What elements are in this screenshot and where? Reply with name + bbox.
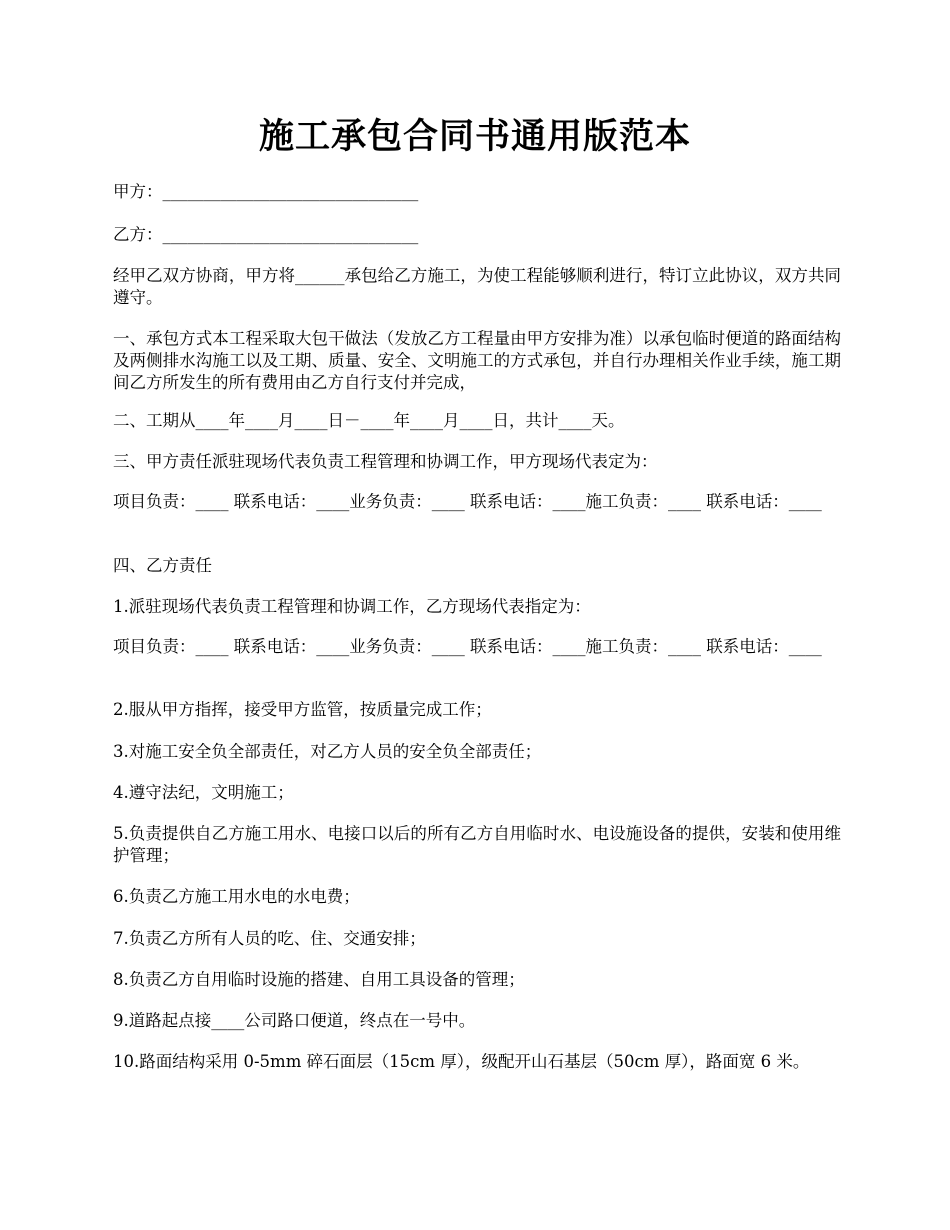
party-a-contacts-paragraph: 项目负责：____ 联系电话：____业务负责：____ 联系电话：____施工负责：____ 联系电话：____ <box>113 492 822 511</box>
item-6-paragraph: 6.负责乙方施工用水电的水电费； <box>113 887 360 906</box>
item-4-paragraph: 4.遵守法纪，文明施工； <box>113 783 294 802</box>
item-7-paragraph: 7.负责乙方所有人员的吃、住、交通安排； <box>113 929 426 948</box>
document-title: 施工承包合同书通用版范本 <box>258 116 691 157</box>
clause-3-paragraph: 三、甲方责任派驻现场代表负责工程管理和协调工作，甲方现场代表定为： <box>113 452 658 471</box>
item-8-paragraph: 8.负责乙方自用临时设施的搭建、自用工具设备的管理； <box>113 970 525 989</box>
clause-1-paragraph: 一、承包方式本工程采取大包干做法（发放乙方工程量由甲方安排为准）以承包临时便道的路面结构及两侧排水沟施工以及工期、质量、安全、文明施工的方式承包，并自行办理相关作业手续，施工期间乙方所发生的所有费用由乙方自行支付并完成， <box>113 329 841 392</box>
item-5-paragraph: 5.负责提供自乙方施工用水、电接口以后的所有乙方自用临时水、电设施设备的提供，安装和使用维护管理； <box>113 824 841 865</box>
intro-paragraph: 经甲乙双方协商，甲方将______承包给乙方施工，为使工程能够顺利进行，特订立此协议，双方共同遵守。 <box>113 266 841 307</box>
item-1-paragraph: 1.派驻现场代表负责工程管理和协调工作，乙方现场代表指定为： <box>113 597 591 616</box>
item-3-paragraph: 3.对施工安全负全部责任，对乙方人员的安全负全部责任； <box>113 742 542 761</box>
party-b-contacts-paragraph: 项目负责：____ 联系电话：____业务负责：____ 联系电话：____施工负责：____ 联系电话：____ <box>113 637 822 656</box>
item-2-paragraph: 2.服从甲方指挥，接受甲方监管，按质量完成工作； <box>113 700 492 719</box>
party-a-line: 甲方：_______________________________ <box>113 182 419 201</box>
party-b-line: 乙方：_______________________________ <box>113 225 419 244</box>
item-10-paragraph: 10.路面结构采用 0-5mm 碎石面层（15cm 厚），级配开山石基层（50cm 厚），路面宽 6 米。 <box>113 1052 810 1071</box>
clause-2-paragraph: 二、工期从____年____月____日－____年____月____日，共计____天。 <box>113 411 625 430</box>
item-9-paragraph: 9.道路起点接____公司路口便道，终点在一号中。 <box>113 1011 476 1030</box>
clause-4-heading: 四、乙方责任 <box>113 556 212 575</box>
